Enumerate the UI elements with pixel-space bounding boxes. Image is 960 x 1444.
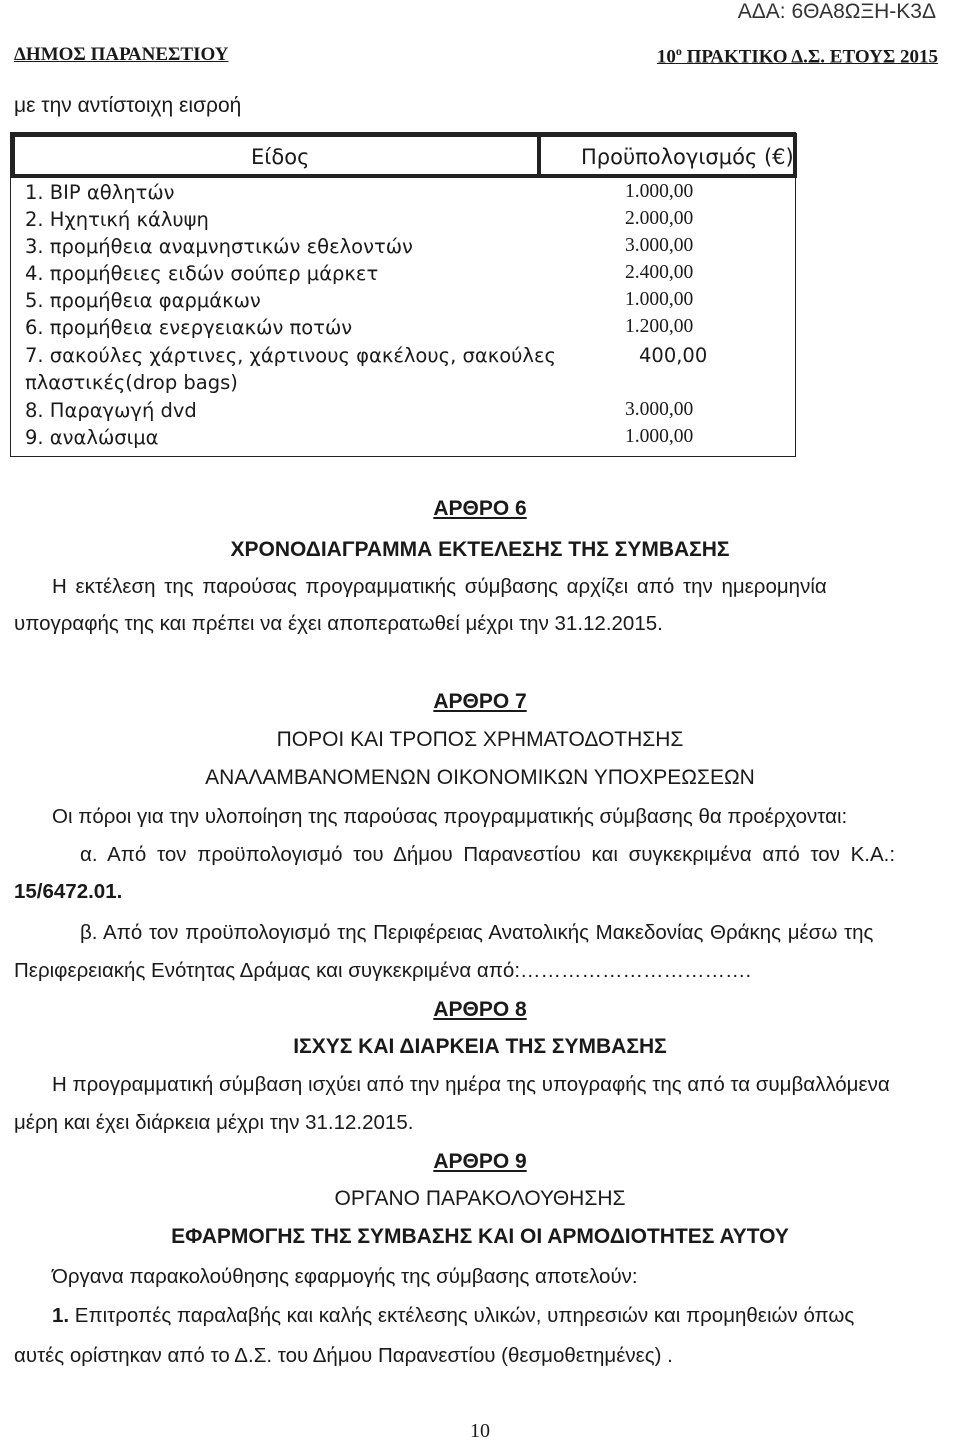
article-6-line-1: Η εκτέλεση της παρούσας προγραμματικής σύμβασης αρχίζει από την ημερομηνία [52, 575, 827, 598]
table-row-continuation: πλαστικές(drop bags) [25, 371, 238, 394]
article-8-subtitle: ΙΣΧΥΣ ΚΑΙ ΔΙΑΡΚΕΙΑ ΤΗΣ ΣΥΜΒΑΣΗΣ [293, 1035, 667, 1058]
table-row: 4. προμήθειες ειδών σούπερ μάρκετ [25, 262, 379, 285]
table-header [11, 133, 797, 178]
page-number: 10 [470, 1420, 490, 1442]
table-row: 9. αναλώσιμα [25, 426, 159, 449]
row-value: 3.000,00 [625, 235, 694, 256]
row-value: 400,00 [639, 344, 708, 367]
table-row: 2. Ηχητική κάλυψη [25, 208, 209, 231]
article-7-subtitle-1: ΠΟΡΟΙ ΚΑΙ ΤΡΟΠΟΣ ΧΡΗΜΑΤΟΔΟΤΗΣΗΣ [276, 728, 684, 751]
table-row: 6. προμήθεια ενεργειακών ποτών [25, 316, 353, 339]
row-value: 1.000,00 [625, 181, 694, 202]
table-row: 3. προμήθεια αναμνηστικών εθελοντών [25, 235, 413, 258]
budget-table [10, 132, 796, 457]
article-8-title: ΑΡΘΡΟ 8 [433, 998, 527, 1021]
row-value: 2.400,00 [625, 262, 694, 283]
row-value: 1.000,00 [625, 289, 694, 310]
article-9-subtitle-2: ΕΦΑΡΜΟΓΗΣ ΤΗΣ ΣΥΜΒΑΣΗΣ ΚΑΙ ΟΙ ΑΡΜΟΔΙΟΤΗΤΕΣ ΑΥΤΟΥ [171, 1225, 789, 1248]
article-6-subtitle: ΧΡΟΝΟΔΙΑΓΡΑΜΜΑ ΕΚΤΕΛΕΣΗΣ ΤΗΣ ΣΥΜΒΑΣΗΣ [230, 538, 730, 561]
article-7-account-code: 15/6472.01. [14, 880, 123, 903]
minutes-header [657, 44, 938, 68]
row-value: 2.000,00 [625, 208, 694, 229]
header-label-budget: Προϋπολογισμός (€) [581, 145, 794, 169]
article-7-item-b-cont: Περιφερειακής Ενότητας Δράμας και συγκεκριμένα από:……………………………. [14, 959, 752, 982]
article-6-line-2: υπογραφής της και πρέπει να έχει αποπερατωθεί μέχρι την 31.12.2015. [14, 612, 663, 635]
article-9-title: ΑΡΘΡΟ 9 [433, 1150, 527, 1173]
minutes-rest: ΠΡΑΚΤΙΚΟ Δ.Σ. ΕΤΟΥΣ 2015 [681, 46, 938, 68]
municipality-header: ΔΗΜΟΣ ΠΑΡΑΝΕΣΤΙΟΥ [14, 44, 229, 65]
intro-text: με την αντίστοιχη εισροή [14, 94, 242, 117]
article-7-title: ΑΡΘΡΟ 7 [433, 690, 527, 713]
article-9-item-1-cont: αυτές ορίστηκαν από το Δ.Σ. του Δήμου Παρανεστίου (θεσμοθετημένες) . [14, 1344, 673, 1367]
table-row: 8. Παραγωγή dvd [25, 399, 197, 422]
article-7-item-a: α. Από τον προϋπολογισμό του Δήμου Παρανεστίου και συγκεκριμένα από τον Κ.Α.: [80, 843, 896, 866]
row-value: 1.200,00 [625, 316, 694, 337]
article-9-item-1-text: Επιτροπές παραλαβής και καλής εκτέλεσης υλικών, υπηρεσιών και προμηθειών όπως [69, 1304, 855, 1327]
article-7-line-1: Οι πόροι για την υλοποίηση της παρούσας προγραμματικής σύμβασης θα προέρχονται: [52, 805, 848, 828]
row-value: 3.000,00 [625, 399, 694, 420]
table-row: 7. σακούλες χάρτινες, χάρτινους φακέλους, σακούλες [25, 344, 556, 367]
article-9-item-1 [52, 1304, 854, 1328]
ada-code: ΑΔΑ: 6ΘΑ8ΩΞΗ-Κ3Δ [737, 0, 936, 23]
article-8-line-2: μέρη και έχει διάρκεια μέχρι την 31.12.2015. [14, 1111, 414, 1134]
article-9-item-1-number: 1. [52, 1304, 70, 1327]
minutes-number: 10 [656, 46, 676, 68]
article-7-subtitle-2: ΑΝΑΛΑΜΒΑΝΟΜΕΝΩΝ ΟΙΚΟΝΟΜΙΚΩΝ ΥΠΟΧΡΕΩΣΕΩΝ [205, 766, 755, 789]
table-row: 5. προμήθεια φαρμάκων [25, 289, 261, 312]
header-label-item: Είδος [251, 145, 310, 169]
row-value: 1.000,00 [625, 426, 694, 447]
article-8-line-1: Η προγραμματική σύμβαση ισχύει από την ημέρα της υπογραφής της από τα συμβαλλόμενα [52, 1073, 890, 1096]
article-9-line-1: Όργανα παρακολούθησης εφαρμογής της σύμβασης αποτελούν: [52, 1265, 638, 1288]
article-6-title: ΑΡΘΡΟ 6 [433, 497, 527, 520]
table-row: 1. ΒΙΡ αθλητών [25, 181, 175, 204]
article-7-item-b: β. Από τον προϋπολογισμό της Περιφέρειας Ανατολικής Μακεδονίας Θράκης μέσω της [80, 921, 874, 944]
minutes-superscript: ο [675, 44, 682, 58]
article-9-subtitle-1: ΟΡΓΑΝΟ ΠΑΡΑΚΟΛΟΥΘΗΣΗΣ [334, 1187, 626, 1210]
